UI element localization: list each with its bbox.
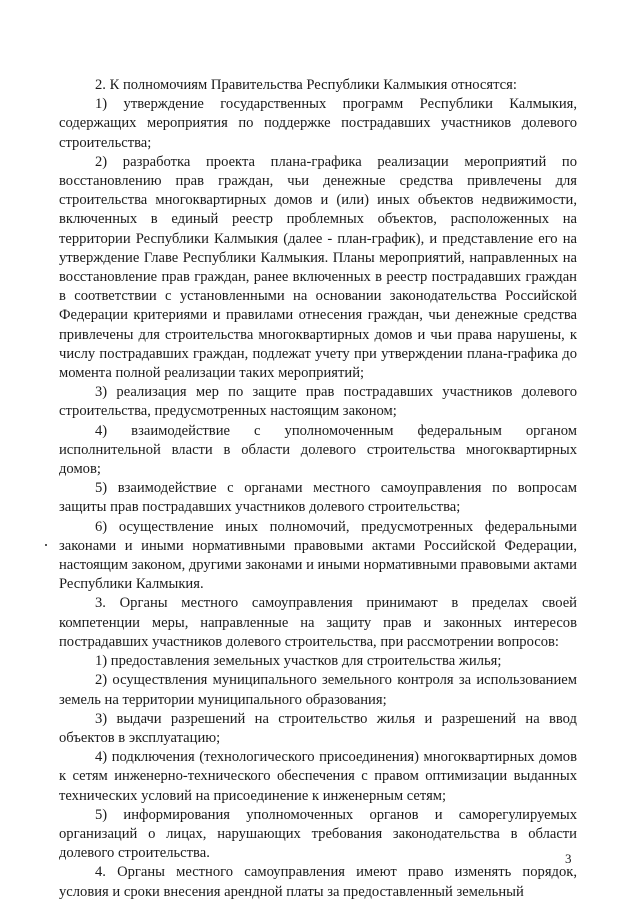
paragraph-3-header: 3. Органы местного самоуправления принимают в пределах своей компетенции меры, направленные на защиту прав и законных интересов пострадавших участников долевого строительства, при рассмотрении вопросов:	[59, 595, 577, 650]
paragraph-2-item-2: 2) разработка проекта плана-графика реализации мероприятий по восстановлению прав граждан, чьи денежные средства привлечены для строительства многоквартирных домов и (или) иных объектов недвижимости, включенных в единый реестр проблемных объектов, расположенных на территории Республики Калмыкия (далее - план-график), и представление его на утверждение Главе Республики Калмыкия. Планы мероприятий, направленных на восстановление прав граждан, ранее включенных в реестр пострадавших граждан в соответствии с установленными на основании законодательства Российской Федерации критериями и правилами отнесения граждан, чьи денежные средства привлечены для строительства многоквартирных домов и чьи права нарушены, к числу пострадавших граждан, подлежат учету при утверждении плана-графика до момента полной реализации таких мероприятий;	[59, 153, 577, 382]
paragraph-2-item-5: 5) взаимодействие с органами местного самоуправления по вопросам защиты прав пострадавших участников долевого строительства;	[59, 480, 577, 516]
paragraph-2-item-4: 4) взаимодействие с уполномоченным федеральным органом исполнительной власти в области долевого строительства многоквартирных домов;	[59, 422, 577, 478]
paragraph-3-item-5: 5) информирования уполномоченных органов и саморегулируемых организаций о лицах, нарушающих требования законодательства в области долевого строительства.	[59, 806, 577, 862]
paragraph-3-item-4: 4) подключения (технологического присоединения) многоквартирных домов к сетям инженерно-технического обеспечения с правом оптимизации выданных технических условий на присоединение к инженерным сетям;	[59, 749, 577, 804]
paragraph-2-item-1: 1) утверждение государственных программ Республики Калмыкия, содержащих мероприятия по поддержке пострадавших участников долевого строительства;	[59, 96, 577, 151]
paragraph-4-header: 4. Органы местного самоуправления имеют право изменять порядок, условия и сроки внесения арендной платы за предоставленный земельный	[59, 864, 577, 900]
paragraph-2-header: 2. К полномочиям Правительства Республики Калмыкия относятся:	[95, 77, 517, 93]
scan-speck	[45, 544, 47, 546]
document-body	[59, 76, 577, 902]
paragraph-2-item-6: 6) осуществление иных полномочий, предусмотренных федеральными законами и иными нормативными правовыми актами Российской Федерации, настоящим законом, другими законами и иными нормативными правовыми актами Республики Калмыкия.	[59, 518, 577, 593]
page-number: 3	[565, 851, 572, 866]
paragraph-3-item-2: 2) осуществления муниципального земельного контроля за использованием земель на территории муниципального образования;	[59, 672, 577, 708]
paragraph-3-item-1: 1) предоставления земельных участков для строительства жилья;	[95, 653, 502, 670]
paragraph-2-item-3: 3) реализация мер по защите прав пострадавших участников долевого строительства, предусмотренных настоящим законом;	[59, 384, 577, 420]
paragraph-3-item-3: 3) выдачи разрешений на строительство жилья и разрешений на ввод объектов в эксплуатацию;	[59, 710, 577, 746]
